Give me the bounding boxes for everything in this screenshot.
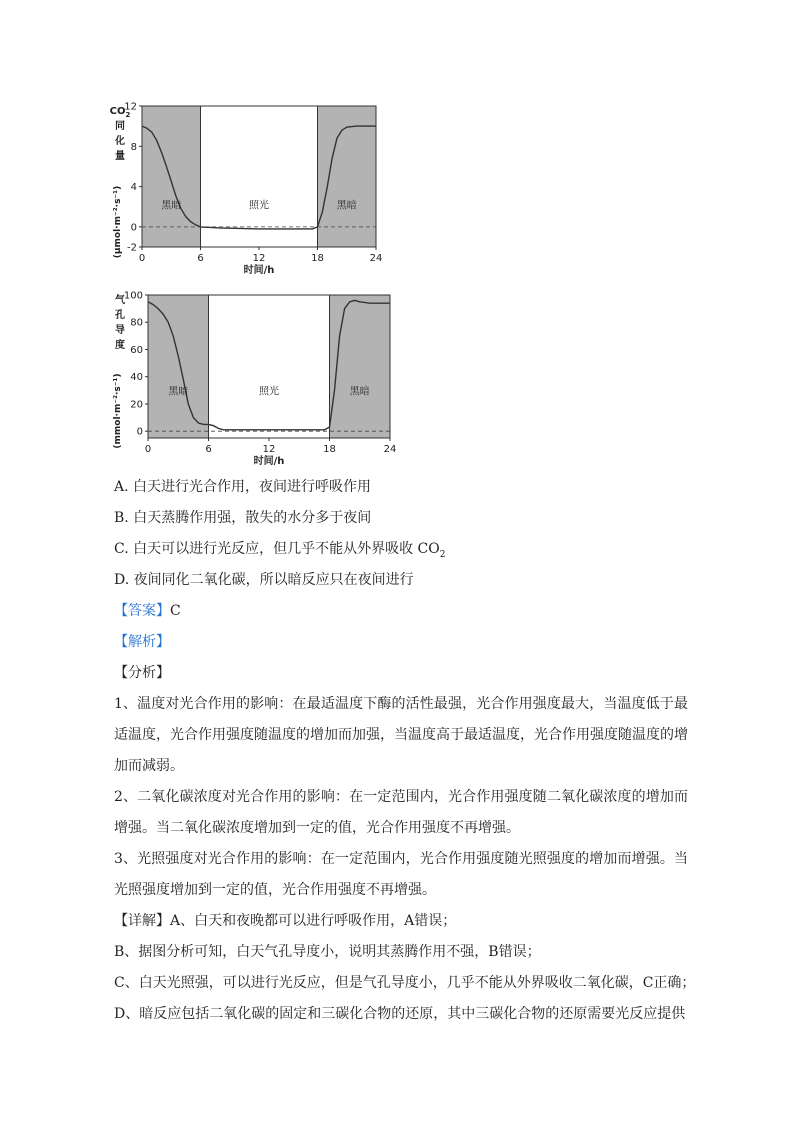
co2-chart-svg [100, 100, 390, 275]
detail-a-line [114, 906, 688, 937]
x-tick-label-4: 24 [383, 444, 397, 455]
region-0 [148, 295, 209, 438]
x-axis-title: 时间/h [243, 265, 275, 276]
fenxi-label: 【分析】 [114, 665, 170, 681]
y-label-subscript: 2 [125, 111, 131, 119]
region-label-0: 黑暗 [168, 386, 189, 398]
y-tick-label-2: 40 [130, 372, 143, 384]
point-1: 1、温度对光合作用的影响：在最适温度下酶的活性最强，光合作用强度最大，当温度低于最适温度，光合作用强度随温度的增加而加强，当温度高于最适温度，光合作用强度随温度的增加而减弱。 [114, 696, 688, 774]
y-tick-label-2: 4 [130, 182, 137, 194]
detail-c: C、白天光照强，可以进行光反应，但是气孔导度小，几乎不能从外界吸收二氧化碳，C正确； [114, 975, 696, 991]
point-3: 3、光照强度对光合作用的影响：在一定范围内，光合作用强度随光照强度的增加而增强。当光照强度增加到一定的值，光合作用强度不再增强。 [114, 851, 688, 898]
y-tick-label-0: 0 [136, 426, 143, 438]
region-1 [209, 295, 330, 438]
x-tick-label-2: 12 [262, 444, 276, 455]
option-b: B. 白天蒸腾作用强，散失的水分多于夜间 [114, 510, 372, 526]
region-label-2: 黑暗 [336, 200, 357, 212]
y-label-char-1: 孔 [115, 310, 125, 321]
region-label-1: 照光 [249, 200, 269, 212]
option-c-subscript: 2 [439, 549, 446, 560]
y-label-char-3: 度 [115, 340, 125, 351]
options-block [114, 472, 696, 1030]
y-tick-label-3: 60 [130, 344, 143, 356]
option-c-text: C. 白天可以进行光反应，但几乎不能从外界吸收 CO [114, 541, 440, 557]
y-label-char-2: 化 [115, 136, 125, 147]
region-label-0: 黑暗 [161, 200, 182, 212]
point-2: 2、二氧化碳浓度对光合作用的影响：在一定范围内，光合作用强度随二氧化碳浓度的增加而增强。当二氧化碳浓度增加到一定的值，光合作用强度不再增强。 [114, 789, 688, 836]
detail-d: D、暗反应包括二氧化碳的固定和三碳化合物的还原，其中三碳化合物的还原需要光反应提供 [114, 1006, 686, 1022]
y-label-char-0: $CO_2$ [109, 106, 131, 119]
detail-b: B、据图分析可知，白天气孔导度小，说明其蒸腾作用不强，B错误； [114, 944, 541, 960]
co2-assimilation-chart [100, 100, 390, 275]
y-label-char-3: 量 [115, 151, 125, 162]
answer-line [114, 596, 688, 627]
detail-label: 【详解】 [114, 913, 170, 929]
x-tick-label-1: 6 [197, 253, 204, 264]
y-tick-label-5: 100 [123, 290, 143, 302]
region-label-2: 黑暗 [349, 386, 370, 398]
analysis-label: 【解析】 [114, 634, 170, 650]
y-unit-label: (μmol·m⁻²·s⁻¹) [113, 185, 123, 259]
y-tick-label-0: -2 [127, 242, 137, 254]
y-label-char-2: 导 [115, 325, 125, 336]
x-tick-label-0: 0 [138, 253, 146, 264]
y-unit-label: (mmol·m⁻²·s⁻¹) [113, 373, 123, 449]
region-2 [330, 295, 391, 438]
region-0 [142, 106, 201, 247]
y-label-char-1: 同 [115, 121, 125, 132]
y-tick-label-3: 8 [130, 141, 137, 153]
x-tick-label-4: 24 [369, 253, 383, 264]
x-tick-label-1: 6 [205, 444, 212, 455]
y-tick-label-1: 20 [130, 399, 143, 411]
detail-a: A、白天和夜晚都可以进行呼吸作用，A错误； [170, 913, 457, 929]
stomatal-conductance-chart [100, 285, 400, 470]
x-axis-title: 时间/h [253, 456, 285, 467]
option-d: D. 夜间同化二氧化碳，所以暗反应只在夜间进行 [114, 572, 414, 588]
x-tick-label-2: 12 [252, 253, 266, 264]
y-label-char-0: 气 [115, 295, 125, 306]
answer-value: C [170, 603, 181, 619]
stomata-chart-svg [100, 285, 400, 470]
x-tick-label-3: 18 [323, 444, 336, 455]
y-tick-label-4: 12 [124, 101, 137, 113]
y-tick-label-4: 80 [130, 317, 143, 329]
answer-label: 【答案】 [114, 603, 170, 619]
x-tick-label-0: 0 [144, 444, 152, 455]
x-tick-label-3: 18 [311, 253, 324, 264]
y-tick-label-1: 0 [130, 222, 137, 234]
region-label-1: 照光 [259, 386, 279, 398]
option-a: A. 白天进行光合作用，夜间进行呼吸作用 [114, 479, 372, 495]
region-1 [201, 106, 318, 247]
option-c [114, 534, 688, 565]
